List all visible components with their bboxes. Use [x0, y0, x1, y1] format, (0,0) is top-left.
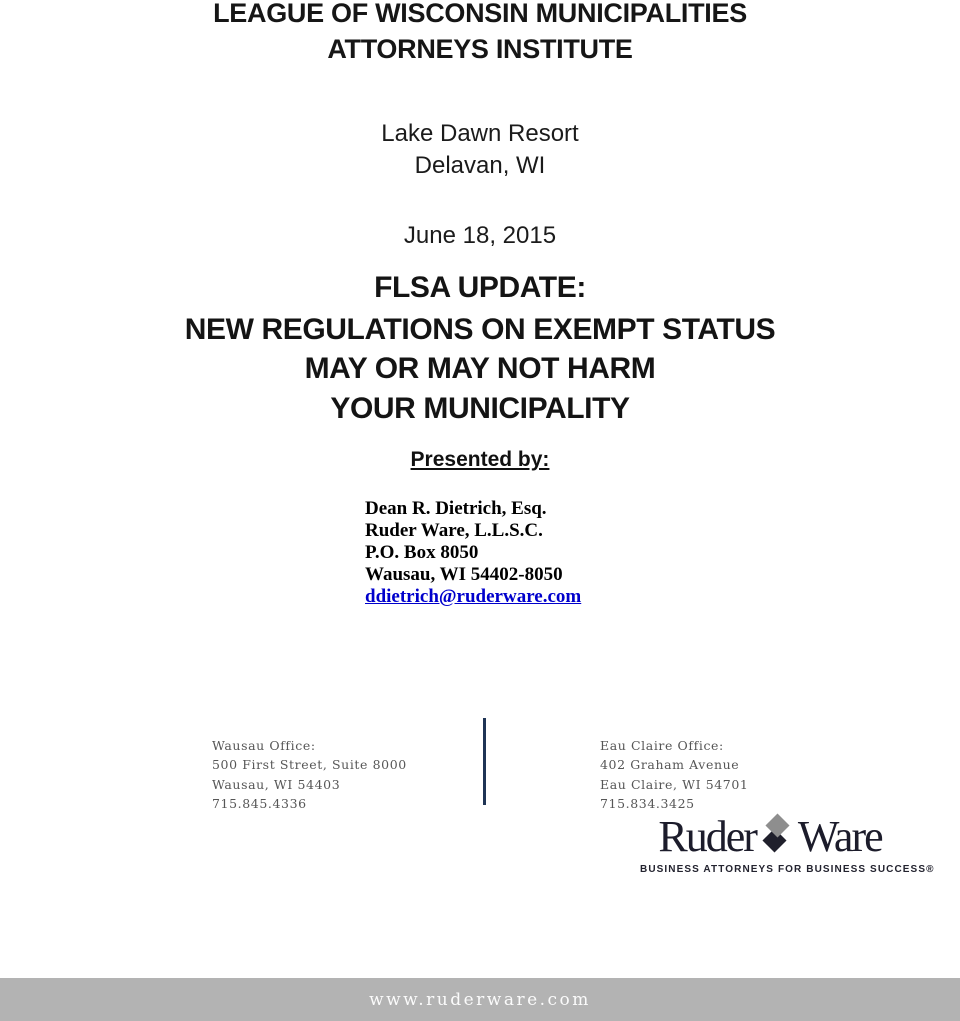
presenter-email-link[interactable]: ddietrich@ruderware.com: [365, 586, 582, 607]
org-title-line1: LEAGUE OF WISCONSIN MUNICIPALITIES: [213, 0, 747, 28]
presenter-firm: Ruder Ware, L.L.S.C.: [365, 520, 543, 541]
logo-word-ruder: Ruder: [658, 812, 756, 861]
presentation-title-line4: YOUR MUNICIPALITY: [330, 392, 630, 425]
wausau-office-address2: Wausau, WI 54403: [212, 776, 341, 792]
eau-claire-office-phone: 715.834.3425: [600, 795, 695, 811]
footer-band: [0, 978, 960, 1021]
logo-word-ware: Ware: [797, 812, 882, 861]
wausau-office-title: Wausau Office:: [212, 738, 316, 753]
presentation-title-line1: FLSA UPDATE:: [374, 271, 586, 304]
office-divider-line: [483, 718, 486, 805]
presented-by-label: Presented by:: [410, 448, 550, 471]
org-title-line2: ATTORNEYS INSTITUTE: [327, 34, 633, 64]
eau-claire-office-block: [600, 736, 748, 813]
presentation-title-line2: NEW REGULATIONS ON EXEMPT STATUS: [184, 313, 776, 346]
presenter-city-zip: Wausau, WI 54402-8050: [365, 564, 563, 585]
presentation-title-line3: MAY OR MAY NOT HARM: [304, 352, 656, 385]
event-date: June 18, 2015: [403, 222, 557, 249]
wausau-office-block: [212, 736, 407, 813]
presenter-pobox: P.O. Box 8050: [365, 542, 479, 563]
presenter-info-block: [365, 498, 581, 608]
eau-claire-office-address2: Eau Claire, WI 54701: [600, 776, 749, 792]
eau-claire-office-title: Eau Claire Office:: [600, 738, 724, 753]
logo-diamonds-icon: [763, 812, 791, 862]
footer-website-url: www.ruderware.com: [369, 989, 591, 1010]
presenter-name: Dean R. Dietrich, Esq.: [365, 498, 547, 519]
venue-name: Lake Dawn Resort: [381, 120, 579, 147]
venue-city: Delavan, WI: [414, 152, 546, 179]
logo-tagline: BUSINESS ATTORNEYS FOR BUSINESS SUCCESS®: [640, 864, 935, 875]
ruder-ware-logo: [645, 810, 895, 864]
eau-claire-office-address1: 402 Graham Avenue: [600, 757, 740, 773]
wausau-office-address1: 500 First Street, Suite 8000: [212, 757, 407, 773]
wausau-office-phone: 715.845.4336: [212, 795, 307, 811]
